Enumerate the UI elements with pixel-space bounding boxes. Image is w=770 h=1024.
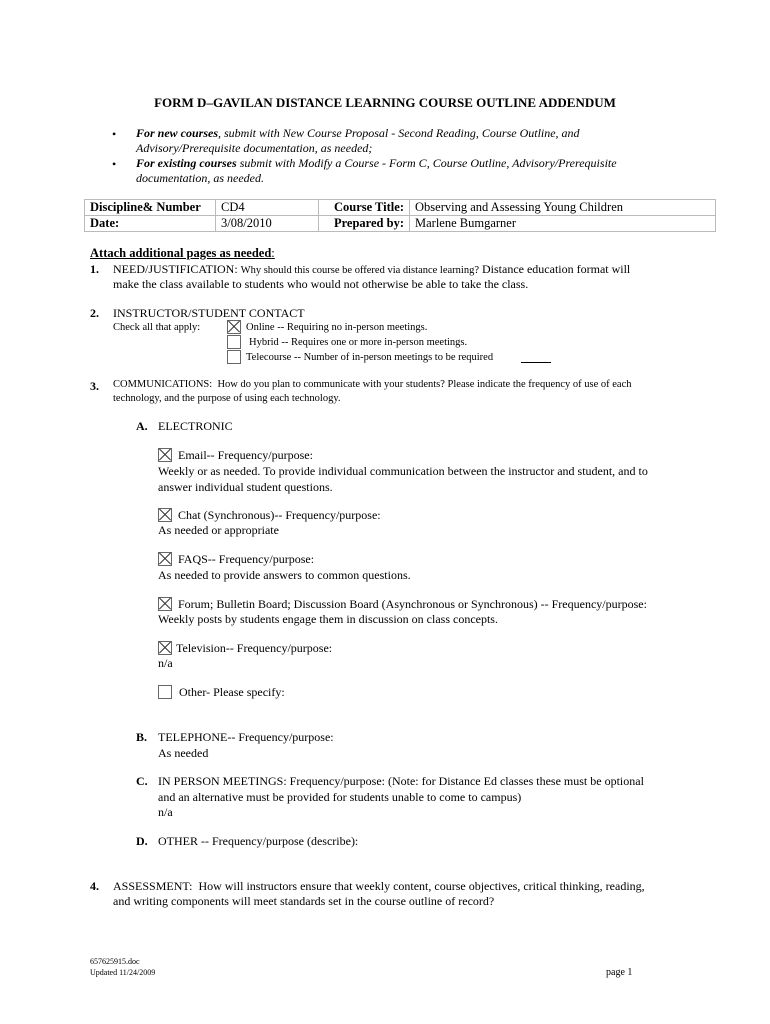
attach-pages-heading (90, 246, 275, 261)
section-c-title: IN PERSON MEETINGS: Frequency/purpose: (Note: for Distance Ed classes these must be optional (158, 774, 644, 788)
hybrid-checkbox[interactable] (227, 335, 241, 349)
q4-question-a: How will instructors ensure that weekly content, course objectives, critical thinking, reading, (198, 879, 645, 893)
form-title: FORM D–GAVILAN DISTANCE LEARNING COURSE OUTLINE ADDENDUM (154, 95, 616, 110)
section-c-title-b: and an alternative must be provided for students unable to come to campus) (158, 790, 522, 804)
q4-number: 4. (90, 879, 99, 893)
section-a-title: ELECTRONIC (158, 419, 233, 433)
bullet-bold: For new courses (136, 126, 219, 140)
q1-answer-a: Distance education format will (481, 262, 631, 276)
email-label: Email-- Frequency/purpose: (178, 448, 313, 462)
table-row (85, 216, 716, 232)
prepared-by-label: Prepared by: (319, 216, 410, 232)
faqs-answer: As needed to provide answers to common questions. (158, 568, 411, 582)
television-checkbox[interactable] (158, 641, 172, 655)
telephone-answer: As needed (158, 746, 209, 760)
other-label: Other- Please specify: (179, 685, 285, 699)
forum-label: Forum; Bulletin Board; Discussion Board (Asynchronous or Synchronous) -- Frequency/purpose: (178, 597, 647, 611)
in-person-answer: n/a (158, 805, 173, 819)
bullet-text: , submit with New Course Proposal - Second Reading, Course Outline, and Advisory/Prerequisite documentation, as needed; (136, 126, 580, 155)
course-title-value: Observing and Assessing Young Children (410, 200, 716, 216)
q3-question-a: How do you plan to communicate with your students? Please indicate the frequency of use of each (217, 379, 632, 390)
forum-checkbox[interactable] (158, 597, 172, 611)
telecourse-option-label: Telecourse -- Number of in-person meetings to be required (246, 352, 494, 363)
hybrid-option-label: Hybrid -- Requires one or more in-person meetings. (249, 337, 468, 348)
bullet-bold: For existing courses (136, 156, 237, 170)
q1-number: 1. (90, 262, 99, 276)
email-answer-line1: Weekly or as needed. To provide individual communication between the instructor and student, and to (158, 464, 648, 478)
section-d-title: OTHER -- Frequency/purpose (describe): (158, 834, 359, 848)
online-checkbox[interactable] (227, 320, 241, 334)
discipline-value: CD4 (216, 200, 319, 216)
bullet-text: submit with Modify a Course - Form C, Course Outline, Advisory/Prerequisite documentation, as needed. (136, 156, 617, 185)
other-checkbox[interactable] (158, 685, 172, 699)
section-b-title: TELEPHONE-- Frequency/purpose: (158, 730, 334, 744)
footer-page-number: page 1 (606, 967, 633, 978)
footer-filename: 657625915.doc (90, 957, 140, 966)
q3-line1 (113, 379, 693, 390)
faqs-checkbox[interactable] (158, 552, 172, 566)
section-b-letter: B. (136, 730, 148, 744)
footer-updated: Updated 11/24/2009 (90, 968, 156, 977)
bullet-marker: • (112, 157, 117, 171)
online-option-label: Online -- Requiring no in-person meetings. (246, 322, 428, 333)
q4-line1 (113, 879, 703, 894)
section-c-letter: C. (136, 774, 148, 788)
chat-checkbox[interactable] (158, 508, 172, 522)
q1-label: NEED/JUSTIFICATION: (113, 262, 238, 276)
telecourse-checkbox[interactable] (227, 350, 241, 364)
date-label: Date: (85, 216, 216, 232)
q2-number: 2. (90, 306, 99, 320)
bullet-existing-courses (136, 156, 656, 186)
q1-line1 (113, 262, 693, 277)
q2-label: INSTRUCTOR/STUDENT CONTACT (113, 306, 305, 320)
television-answer: n/a (158, 656, 173, 670)
prepared-by-value: Marlene Bumgarner (410, 216, 716, 232)
q3-label: COMMUNICATIONS: (113, 379, 213, 390)
q3-number: 3. (90, 379, 99, 393)
attach-colon: : (271, 246, 275, 260)
q4-label: ASSESSMENT: (113, 879, 193, 893)
chat-label: Chat (Synchronous)-- Frequency/purpose: (178, 508, 381, 522)
bullet-marker: • (112, 127, 117, 141)
q2-check-all: Check all that apply: (113, 322, 201, 333)
discipline-label: Discipline& Number (85, 200, 216, 216)
course-title-label: Course Title: (319, 200, 410, 216)
date-value: 3/08/2010 (216, 216, 319, 232)
q1-question: Why should this course be offered via distance learning? (240, 265, 479, 276)
course-info-table (84, 199, 716, 232)
television-label: Television-- Frequency/purpose: (176, 641, 333, 655)
section-d-letter: D. (136, 834, 148, 848)
q3-question-b: technology, and the purpose of using each technology. (113, 393, 341, 404)
email-checkbox[interactable] (158, 448, 172, 462)
q1-answer-b: make the class available to students who would not otherwise be able to take the class. (113, 277, 529, 291)
bullet-new-courses (136, 126, 656, 156)
table-row (85, 200, 716, 216)
section-a-letter: A. (136, 419, 148, 433)
attach-text: Attach additional pages as needed (90, 246, 272, 260)
q4-question-b: and writing components will meet standards set in the course outline of record? (113, 894, 495, 908)
telecourse-blank-line[interactable] (521, 362, 551, 363)
forum-answer: Weekly posts by students engage them in discussion on class concepts. (158, 612, 498, 626)
faqs-label: FAQS-- Frequency/purpose: (178, 552, 315, 566)
chat-answer: As needed or appropriate (158, 523, 279, 537)
email-answer-line2: answer individual student questions. (158, 480, 333, 494)
